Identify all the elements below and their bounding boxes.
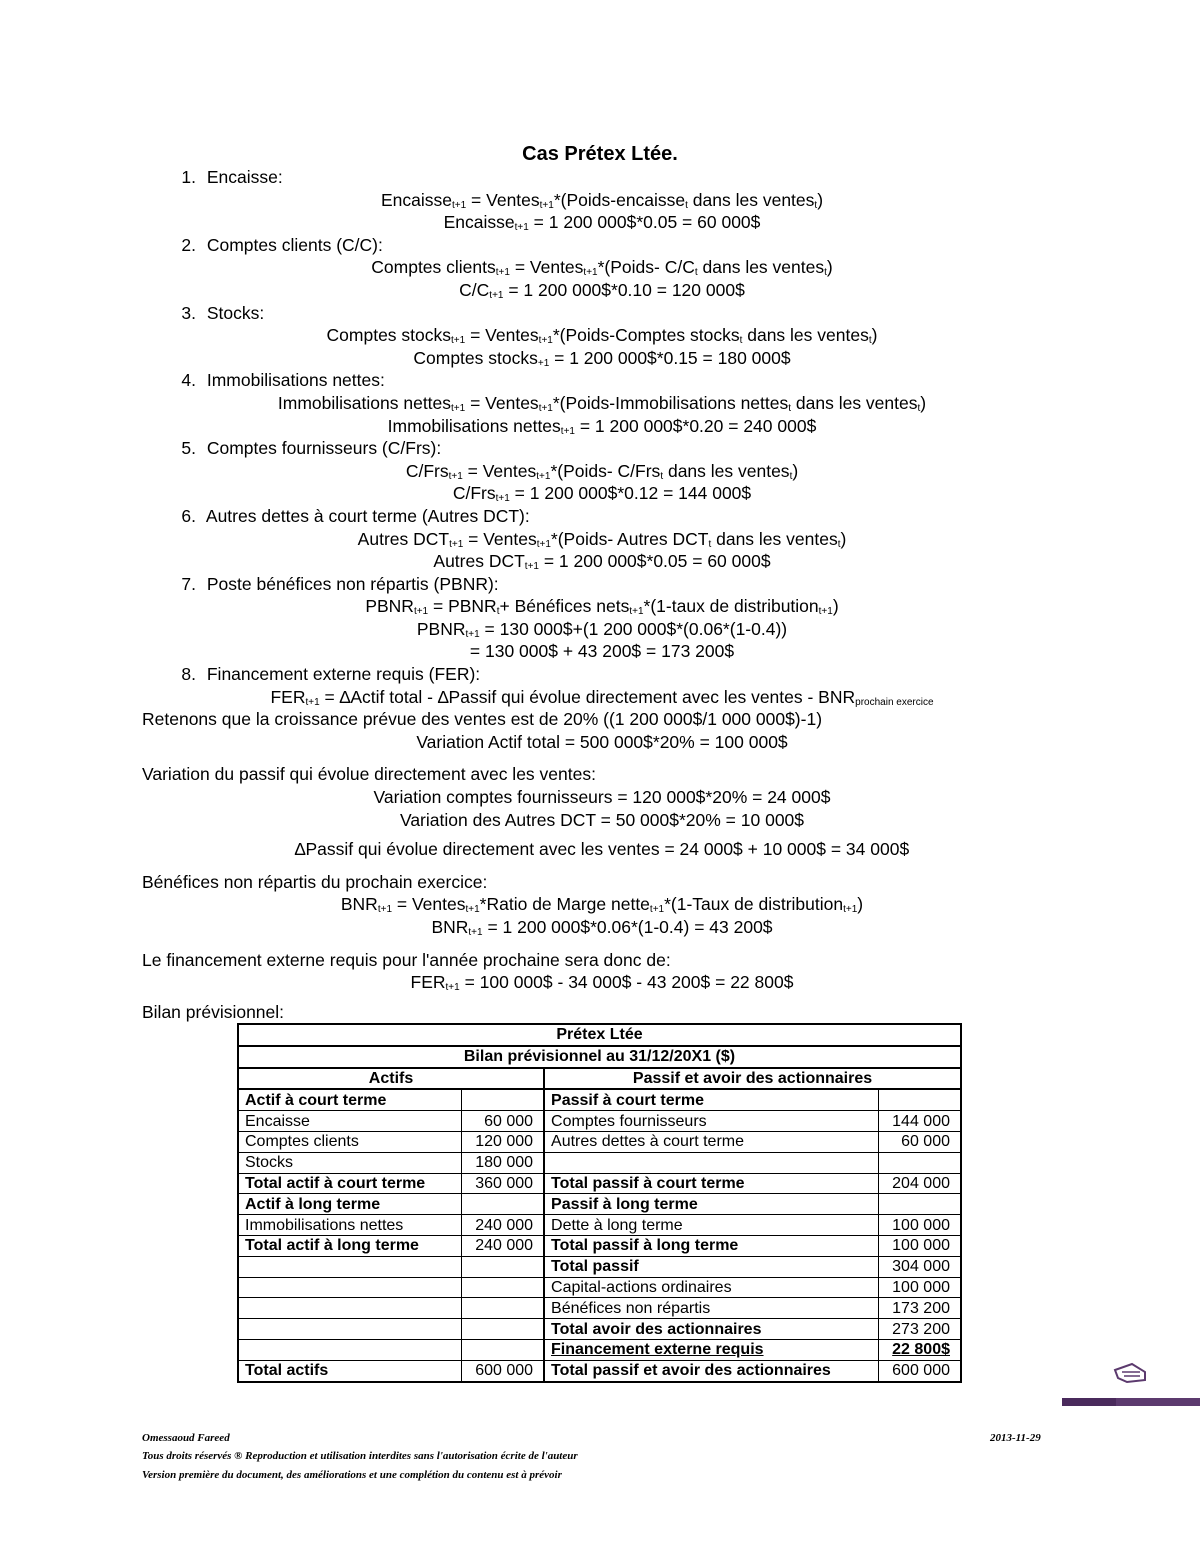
item-heading: 3. Stocks: [181, 302, 265, 323]
actif-value: 180 000 [461, 1152, 544, 1173]
passif-label: Total passif [544, 1256, 878, 1277]
document-body [142, 166, 1062, 994]
fer-intro: Le financement externe requis pour l'année prochaine sera donc de: [142, 949, 671, 970]
actif-label: Actif à court terme [238, 1089, 461, 1110]
footer-author: Omessaoud Fareed [142, 1432, 230, 1444]
item-heading: 8. Financement externe requis (FER): [181, 664, 481, 685]
actif-value [461, 1298, 544, 1319]
item-calc: C/Frs$_{t+1}$ = 1 200 000$*0.12 = 144 000$ [452, 483, 752, 505]
actif-value: 240 000 [461, 1235, 544, 1256]
table-row [238, 1215, 961, 1236]
hand-pointer-icon[interactable] [1112, 1358, 1148, 1388]
passif-label: Passif à court terme [544, 1089, 878, 1110]
item-formula: Comptes stocks$_{t+1}$ = Ventes$_{t+1}$*(Poids-Comptes stocks$_t$ dans les ventes$_t$) [326, 325, 878, 347]
item-calc: $C/C_{t+1} = 1$ 200 000$*0.10 = 120 000$ [459, 279, 745, 301]
passif-value: 273 200 [878, 1319, 961, 1340]
actif-label: Comptes clients [238, 1131, 461, 1152]
actif-label [238, 1256, 461, 1277]
item-formula: Encaisse$_{t+1}$ = Ventes$_{t+1}$*(Poids-encaisse$_t$ dans les ventes$_t$) [380, 189, 824, 211]
item-calc: Immobilisations nettes$_{t+1}$ = 1 200 000$*0.20 = 240 000$ [387, 415, 817, 437]
table-row [238, 1194, 961, 1215]
item-formula: C/Frs$_{t+1}$ = Ventes$_{t+1}$*(Poids- C/Frs$_t$ dans les ventes$_t$) [405, 460, 799, 482]
growth-text: Retenons que la croissance prévue des ventes est de 20% ((1 200 000$/1 000 000$)-1) [142, 709, 823, 730]
actif-value: 120 000 [461, 1131, 544, 1152]
actif-label [238, 1298, 461, 1319]
bilan-table [237, 1023, 962, 1383]
col-actifs: Actifs [238, 1068, 544, 1090]
item-formula: Autres $DCT_{t+1}$ = Ventes$_{t+1}$*(Poids- Autres $DCT_t$ dans les ventes$_t$) [357, 528, 847, 550]
table-row [238, 1319, 961, 1340]
actif-value [461, 1319, 544, 1340]
item-formula: Immobilisations nettes$_{t+1}$ = Ventes$_{t+1}$*(Poids-Immobilisations nettes$_t$ dans les ventes$_t$) [277, 392, 927, 414]
actif-value [461, 1339, 544, 1360]
passif-label: Total passif à court terme [544, 1173, 878, 1194]
fer-calc: $FER_{t+1} = 100$ 000$ - 34 000$ - 43 200$ = 22 800$ [410, 972, 794, 994]
item-formula: Comptes clients$_{t+1}$ = Ventes$_{t+1}$*(Poids- $C/C_t$ dans les ventes$_t$) [371, 257, 833, 279]
footer-version: Version première du document, des améliorations et une complétion du contenu est à prévoir [142, 1469, 562, 1481]
item-formula: $FER_{t+1}$ = ∆Actif total - ∆Passif qui évolue directement avec les ventes - $BNR_{prochain exercice}$ [270, 686, 934, 708]
page-title: Cas Prétex Ltée. [522, 143, 678, 165]
table-row [238, 1131, 961, 1152]
bnr-calc: $BNR_{t+1} = 1$ 200 000$*0.06*(1-0.4) = 43 200$ [431, 917, 773, 938]
bilan-label: Bilan prévisionnel: [142, 1002, 285, 1022]
passif-label: Dette à long terme [544, 1215, 878, 1236]
table-row [238, 1152, 961, 1173]
variation-actif: Variation Actif total = 500 000$*20% = 100 000$ [416, 731, 788, 752]
bnr-intro: Bénéfices non répartis du prochain exercice: [142, 871, 488, 892]
table-row [238, 1277, 961, 1298]
passif-label: Total passif à long terme [544, 1235, 878, 1256]
actif-value: 600 000 [461, 1360, 544, 1381]
item-heading: 6. Autres dettes à court terme (Autres DCT): [181, 505, 530, 526]
actif-label: Total actif à court terme [238, 1173, 461, 1194]
passif-value: 600 000 [878, 1360, 961, 1381]
table-row [238, 1235, 961, 1256]
delta-passif: ∆Passif qui évolue directement avec les ventes = 24 000$ + 10 000$ = 34 000$ [294, 839, 910, 860]
passif-label: Autres dettes à court terme [544, 1131, 878, 1152]
table-row [238, 1111, 961, 1132]
actif-value [461, 1256, 544, 1277]
bnr-formula: $BNR_{t+1}$ = Ventes$_{t+1}$*Ratio de Marge nette$_{t+1}$*(1-Taux de distribution$_{t+1}$) [340, 894, 864, 916]
passif-value [878, 1089, 961, 1110]
passif-label [544, 1152, 878, 1173]
item-calc: Autres $DCT_{t+1} = 1$ 200 000$*0.05 = 60 000$ [433, 551, 771, 573]
passif-value [878, 1194, 961, 1215]
actif-label [238, 1277, 461, 1298]
passif-value: 60 000 [878, 1131, 961, 1152]
item-calc: Comptes stocks$_{+1}$ = 1 200 000$*0.15 = 180 000$ [413, 347, 791, 369]
item-formula: $PBNR_{t+1}$ = $PBNR_t+$ Bénéfices nets$_{t+1}$*(1-taux de distribution$_{t+1}$) [365, 596, 839, 618]
variation-autres-dct: Variation des Autres DCT = 50 000$*20% = 10 000$ [399, 809, 805, 830]
passif-label: Comptes fournisseurs [544, 1111, 878, 1132]
actif-label: Immobilisations nettes [238, 1215, 461, 1236]
passif-label: Capital-actions ordinaires [544, 1277, 878, 1298]
passif-value: 204 000 [878, 1173, 961, 1194]
accent-bar [1062, 1398, 1200, 1406]
passif-value: 173 200 [878, 1298, 961, 1319]
actif-label: Total actif à long terme [238, 1235, 461, 1256]
table-row [238, 1089, 961, 1110]
actif-label [238, 1339, 461, 1360]
actif-label: Total actifs [238, 1360, 461, 1381]
table-row [238, 1256, 961, 1277]
table-subtitle: Bilan prévisionnel au 31/12/20X1 ($) [238, 1046, 961, 1068]
passif-value: 22 800$ [878, 1339, 961, 1360]
passif-label: Bénéfices non répartis [544, 1298, 878, 1319]
actif-label: Stocks [238, 1152, 461, 1173]
actif-value: 360 000 [461, 1173, 544, 1194]
variation-fournisseurs: Variation comptes fournisseurs = 120 000$*20% = 24 000$ [373, 787, 831, 808]
table-row [238, 1360, 961, 1381]
item-heading: 7. Poste bénéfices non répartis (PBNR): [181, 573, 499, 594]
actif-value [461, 1277, 544, 1298]
actif-value [461, 1089, 544, 1110]
col-passif: Passif et avoir des actionnaires [544, 1068, 961, 1090]
passif-value: 100 000 [878, 1277, 961, 1298]
passif-label: Financement externe requis [544, 1339, 878, 1360]
passif-label: Passif à long terme [544, 1194, 878, 1215]
actif-value: 240 000 [461, 1215, 544, 1236]
passif-value: 144 000 [878, 1111, 961, 1132]
table-company: Prétex Ltée [238, 1024, 961, 1046]
actif-label: Encaisse [238, 1111, 461, 1132]
footer-date: 2013-11-29 [990, 1432, 1041, 1444]
passif-label: Total passif et avoir des actionnaires [544, 1360, 878, 1381]
item-heading: 5. Comptes fournisseurs (C/Frs): [181, 438, 442, 459]
table-row [238, 1173, 961, 1194]
passif-value: 100 000 [878, 1215, 961, 1236]
actif-value [461, 1194, 544, 1215]
table-row [238, 1339, 961, 1360]
passif-value: 100 000 [878, 1235, 961, 1256]
actif-label: Actif à long terme [238, 1194, 461, 1215]
item-calc: = 130 000$ + 43 200$ = 173 200$ [469, 641, 735, 662]
item-calc: Encaisse$_{t+1}$ = 1 200 000$*0.05 = 60 000$ [443, 212, 761, 234]
item-heading: 2. Comptes clients (C/C): [181, 234, 383, 255]
footer-rights: Tous droits réservés ® Reproduction et utilisation interdites sans l'autorisation écrite de l'auteur [142, 1450, 578, 1462]
table-row [238, 1298, 961, 1319]
passif-value: 304 000 [878, 1256, 961, 1277]
item-calc: $PBNR_{t+1} = 130$ 000$+(1 200 000$*(0.06*(1-0.4)) [416, 618, 788, 640]
actif-label [238, 1319, 461, 1340]
item-heading: 1. Encaisse: [181, 167, 283, 187]
item-heading: 4. Immobilisations nettes: [181, 370, 385, 391]
passif-intro: Variation du passif qui évolue directement avec les ventes: [142, 764, 596, 785]
actif-value: 60 000 [461, 1111, 544, 1132]
passif-value [878, 1152, 961, 1173]
passif-label: Total avoir des actionnaires [544, 1319, 878, 1340]
